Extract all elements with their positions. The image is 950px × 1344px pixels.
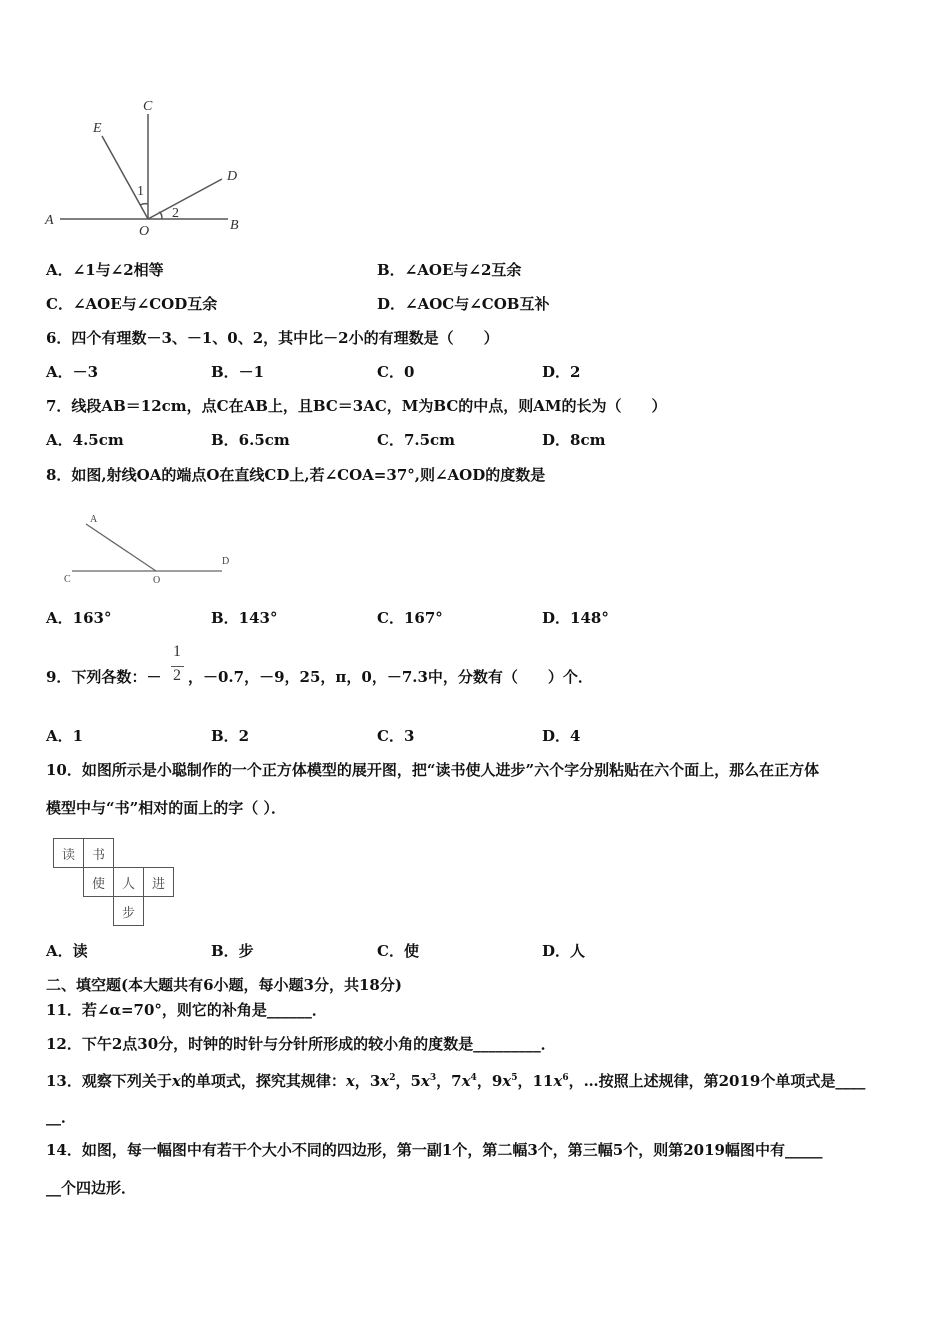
angle-figure-q5 — [40, 92, 260, 242]
net-cell: 进 — [143, 867, 174, 897]
q10-stem-line1: 10．如图所示是小聪制作的一个正方体模型的展开图，把“读书使人进步”六个字分别粘贴在六个面上，那么在正方体 — [46, 761, 820, 779]
label-o: O — [153, 575, 161, 586]
q7-option-c: C．7.5cm — [377, 431, 456, 449]
q9-option-d: D．4 — [542, 727, 581, 745]
label-a: A — [90, 514, 98, 525]
q6-option-c: C．0 — [377, 363, 415, 381]
label-d: D — [222, 556, 230, 567]
monomial: x — [345, 1072, 355, 1090]
q10-option-d: D．人 — [542, 942, 586, 960]
label-e: E — [93, 121, 102, 136]
label-angle-2: 2 — [172, 206, 179, 221]
q6-stem: 6．四个有理数－3、－1、0、2，其中比－2小的有理数是（ ） — [46, 329, 499, 347]
q9-prefix: 9．下列各数：－ — [46, 668, 162, 686]
fraction-denominator: 2 — [173, 667, 181, 684]
monomial: ，$11x^6$ — [517, 1072, 569, 1090]
label-a: A — [45, 213, 54, 228]
q7-stem: 7．线段AB＝12cm，点C在AB上，且BC＝3AC，M为BC的中点，则AM的长为（ ） — [46, 397, 667, 415]
label-b: B — [230, 218, 239, 233]
q7-option-d: D．8cm — [542, 431, 606, 449]
label-o: O — [139, 224, 150, 239]
net-cell: 人 — [113, 867, 144, 897]
q13-suffix: ，…按照上述规律，第2019个单项式是____ — [568, 1072, 866, 1090]
q8-option-d: D．148° — [542, 609, 609, 627]
label-c: C — [143, 99, 153, 114]
q9-rest: ，－0.7，－9，25，π，0，－7.3中，分数有（ ）个． — [188, 668, 593, 686]
net-cell: 书 — [83, 838, 114, 868]
q8-stem: 8．如图,射线OA的端点O在直线CD上,若∠COA=37°,则∠AOD的度数是 — [46, 466, 546, 484]
q10-option-c: C．使 — [377, 942, 419, 960]
q13-stem — [46, 1068, 865, 1091]
q10-option-a: A．读 — [46, 942, 88, 960]
variable: x — [171, 1072, 181, 1090]
net-cell: 使 — [83, 867, 114, 897]
q10-option-b: B．步 — [211, 942, 254, 960]
monomial: ，$3x^2$ — [354, 1072, 396, 1090]
q8-option-c: C．167° — [377, 609, 443, 627]
label-angle-1: 1 — [137, 184, 144, 199]
q6-option-b: B．－1 — [211, 363, 265, 381]
q5-option-b: B．∠AOE与∠2互余 — [377, 261, 522, 279]
q8-option-b: B．143° — [211, 609, 278, 627]
monomial: ，$5x^3$ — [395, 1072, 437, 1090]
monomial: ，$7x^4$ — [436, 1072, 477, 1090]
q11-stem: 11．若∠α=70°，则它的补角是______． — [46, 1001, 327, 1019]
q9-option-b: B．2 — [211, 727, 250, 745]
q13-mid: 的单项式，探究其规律： — [180, 1072, 346, 1090]
q7-option-b: B．6.5cm — [211, 431, 290, 449]
q5-option-d: D．∠AOC与∠COB互补 — [377, 295, 550, 313]
net-cell: 步 — [113, 896, 144, 926]
ray-figure-q8 — [60, 508, 240, 590]
q9-option-a: A．1 — [46, 727, 84, 745]
label-d: D — [227, 169, 238, 184]
q5-option-a: A．∠1与∠2相等 — [46, 261, 164, 279]
q13-line2: __． — [46, 1108, 77, 1126]
label-c: C — [64, 574, 71, 585]
q13-prefix: 13．观察下列关于 — [46, 1072, 172, 1090]
section-heading: 二、填空题(本大题共有6小题，每小题3分，共18分) — [46, 976, 402, 994]
q8-option-a: A．163° — [46, 609, 112, 627]
q6-option-a: A．－3 — [46, 363, 99, 381]
q12-stem: 12．下午2点30分，时钟的时针与分针所形成的较小角的度数是_________． — [46, 1035, 556, 1053]
monomial: ，$9x^5$ — [476, 1072, 518, 1090]
q10-stem-line2: 模型中与“书”相对的面上的字（ ）． — [46, 799, 286, 817]
q7-option-a: A．4.5cm — [46, 431, 124, 449]
q14-line1: 14．如图，每一幅图中有若干个大小不同的四边形，第一副1个，第二幅3个，第三幅5个，则第2019幅图中有_____ — [46, 1141, 823, 1159]
q14-line2: __个四边形． — [46, 1179, 137, 1197]
net-cell: 读 — [53, 838, 84, 868]
q5-option-c: C．∠AOE与∠COD互余 — [46, 295, 218, 313]
fraction-numerator: 1 — [173, 643, 181, 660]
q9-option-c: C．3 — [377, 727, 415, 745]
monomial-sequence — [346, 1072, 569, 1090]
q6-option-d: D．2 — [542, 363, 581, 381]
